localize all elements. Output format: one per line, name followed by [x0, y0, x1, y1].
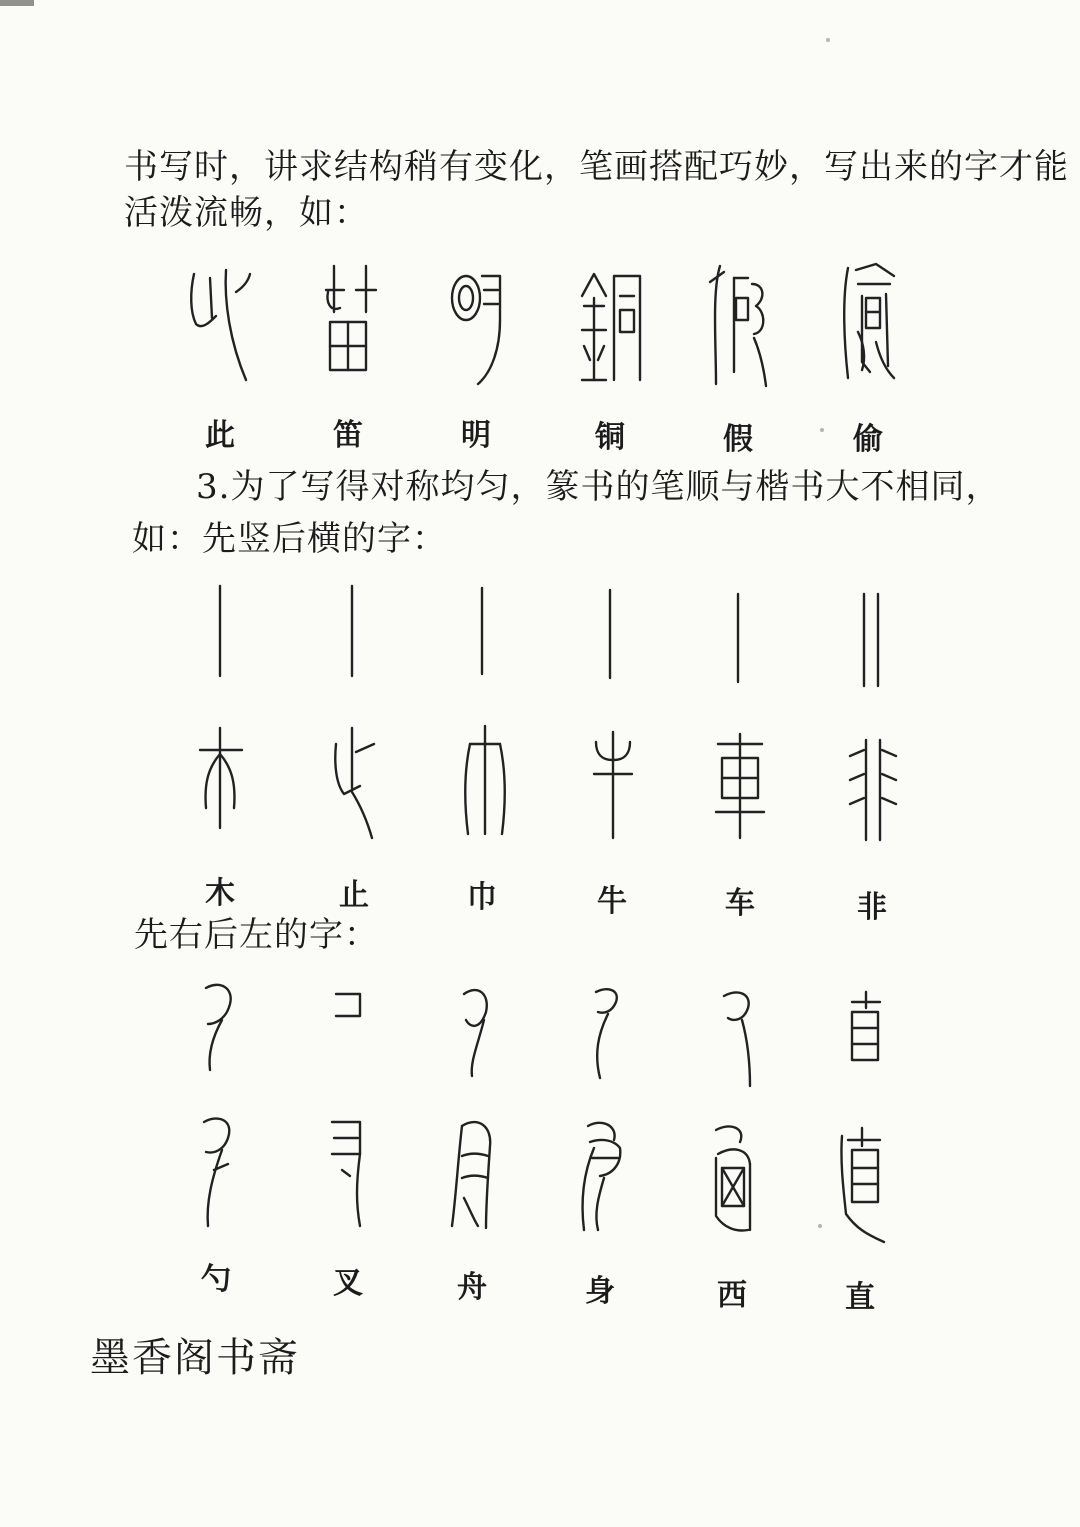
scan-speck: [826, 38, 830, 42]
seal-glyph-ci: [186, 262, 256, 387]
seal-glyph-zhi: [330, 724, 380, 842]
seal-glyph-shao: [198, 1112, 242, 1230]
vertical-stroke-2: [342, 582, 362, 682]
paragraph-structure-line-2: 活泼流畅，如：: [124, 193, 369, 233]
seal-glyph-ming: [448, 268, 508, 388]
partial-stroke-zhou: [458, 984, 498, 1080]
label-shao: 勺: [201, 1262, 231, 1297]
seal-glyph-fei: [846, 736, 900, 846]
label-zhou: 舟: [457, 1270, 487, 1305]
seal-glyph-tong: [578, 268, 644, 386]
label-mu: 木: [205, 876, 235, 911]
vertical-stroke-6: [856, 590, 886, 690]
vertical-stroke-5: [728, 590, 748, 686]
partial-stroke-cha: [330, 988, 370, 1028]
label-tong: 铜: [595, 420, 625, 455]
seal-glyph-cha: [326, 1114, 372, 1230]
seal-glyph-xi: [708, 1120, 758, 1240]
label-zhi-full: 直: [845, 1280, 875, 1315]
label-cha: 叉: [333, 1266, 363, 1301]
seal-glyph-zhi-full: [836, 1124, 888, 1246]
seal-glyph-niu: [590, 728, 636, 842]
label-fei: 非: [857, 890, 887, 925]
paragraph-structure-line-1: 书写时，讲求结构稍有变化，笔画搭配巧妙，写出来的字才能: [124, 147, 1069, 187]
label-che: 车: [725, 886, 755, 921]
seal-glyph-di: [320, 262, 380, 377]
scan-edge-mark: [0, 0, 34, 6]
label-ci: 此: [205, 418, 235, 453]
vertical-stroke-3: [472, 584, 492, 682]
partial-stroke-shen: [588, 984, 628, 1082]
seal-glyph-tou: [836, 262, 900, 382]
label-jin: 巾: [467, 880, 497, 915]
seal-glyph-shen: [574, 1118, 628, 1234]
seal-glyph-jia: [706, 262, 770, 388]
vertical-stroke-1: [210, 582, 230, 682]
seal-glyph-mu: [196, 724, 246, 834]
label-shen: 身: [585, 1274, 615, 1309]
scan-speck: [820, 428, 824, 432]
label-di: 笛: [333, 418, 363, 453]
partial-stroke-shao: [200, 980, 240, 1074]
footer-publisher-name: 墨香阁书斋: [90, 1335, 300, 1381]
label-ming: 明: [461, 418, 491, 453]
partial-stroke-zhi: [846, 988, 886, 1068]
label-jia: 假: [723, 422, 753, 457]
paragraph-stroke-order-line-2: 如：先竖后横的字：: [132, 519, 447, 559]
paragraph-right-before-left: 先右后左的字：: [134, 915, 379, 955]
vertical-stroke-4: [600, 586, 620, 684]
seal-glyph-jin: [462, 722, 508, 840]
paragraph-stroke-order-line-1: 3.为了写得对称均匀，篆书的笔顺与楷书大不相同，: [196, 467, 1001, 507]
partial-stroke-xi: [718, 986, 758, 1090]
label-tou: 偷: [853, 422, 883, 457]
seal-glyph-che: [714, 730, 766, 842]
label-niu: 牛: [597, 884, 627, 919]
label-xi: 西: [717, 1278, 747, 1313]
scan-speck: [818, 1224, 822, 1228]
seal-glyph-zhou: [448, 1116, 498, 1234]
label-zhi: 止: [339, 878, 369, 913]
